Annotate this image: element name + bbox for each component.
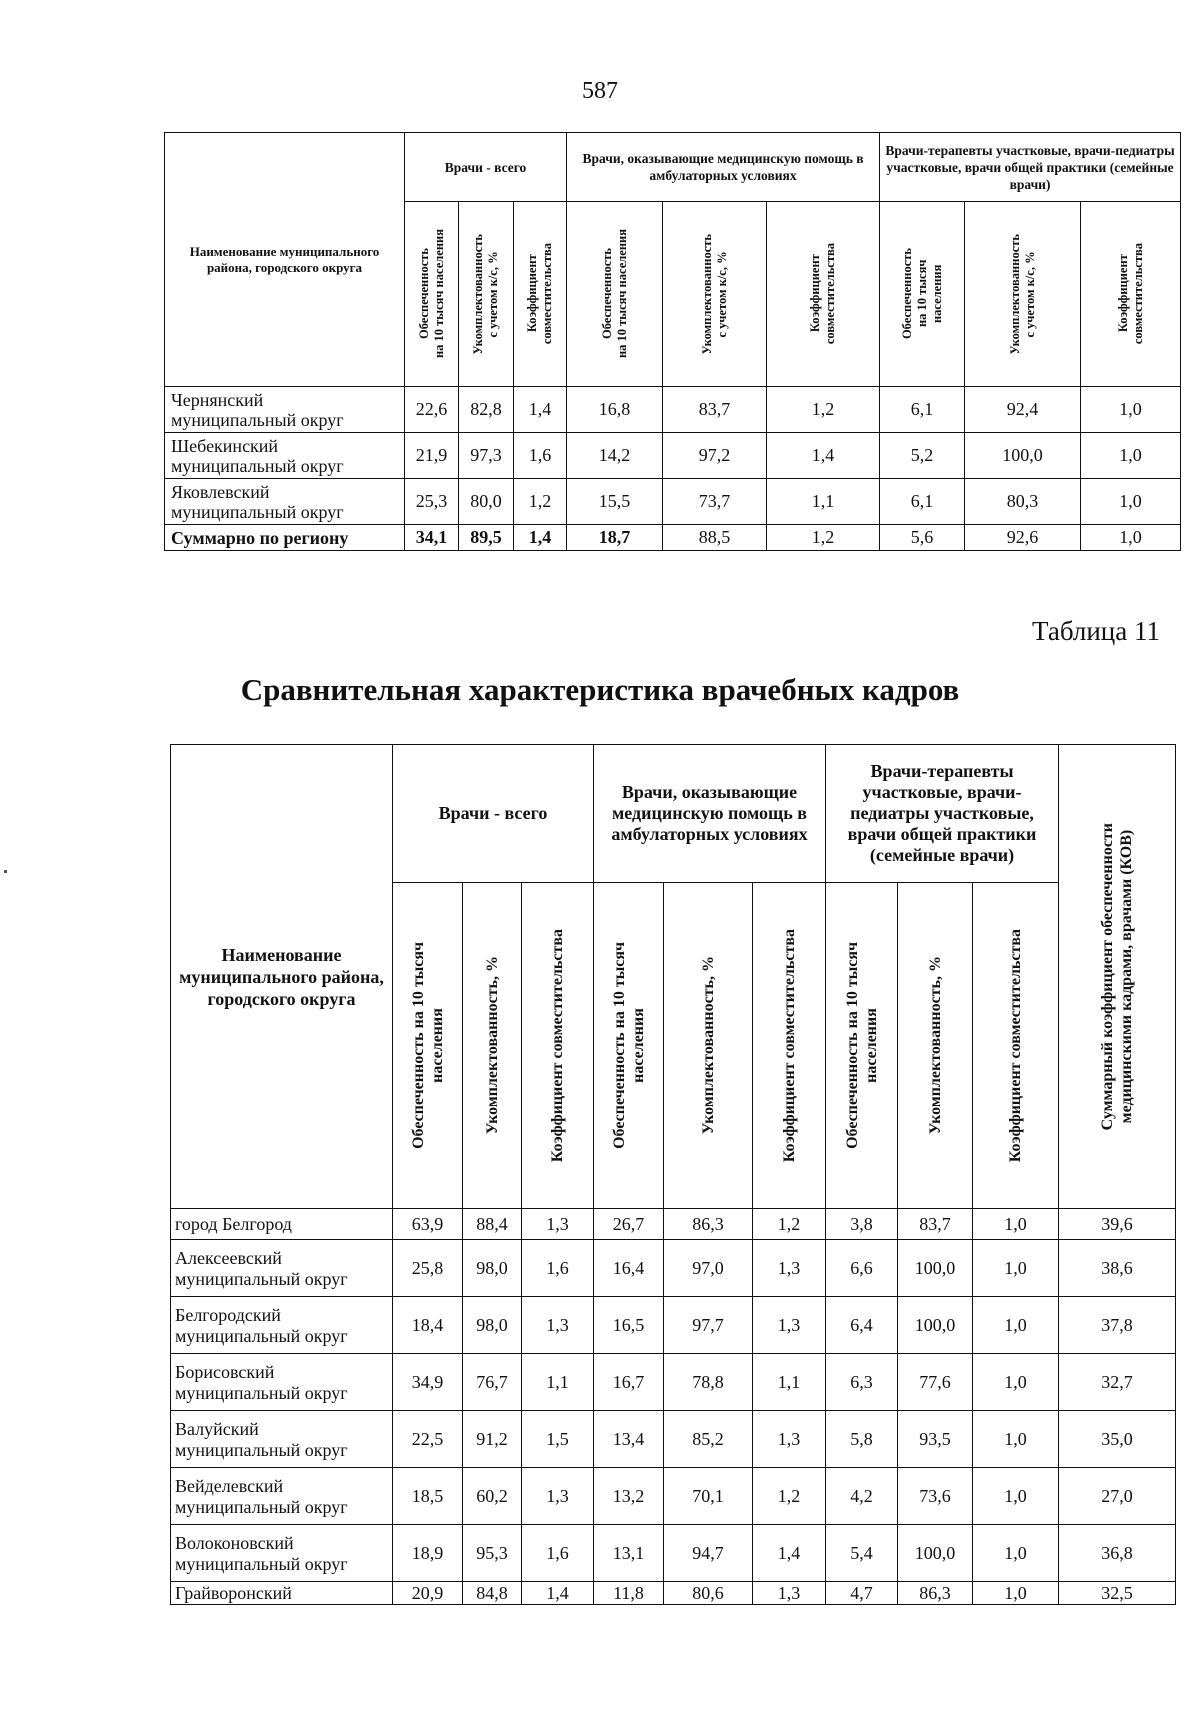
value-cell: 25,8 <box>393 1240 463 1297</box>
district-name-cell: Волоконовский муниципальный округ <box>171 1525 393 1582</box>
subheader-cell: Коэффициент совместительства <box>767 202 880 387</box>
value-cell: 1,4 <box>514 387 567 433</box>
value-cell: 39,6 <box>1059 1209 1176 1240</box>
table-label: Таблица 11 <box>1032 616 1160 646</box>
table-row <box>165 433 1181 479</box>
value-cell: 1,3 <box>753 1240 826 1297</box>
subheader-cell: Укомплектованность, % <box>898 883 973 1209</box>
value-cell: 26,7 <box>594 1209 664 1240</box>
value-cell: 63,9 <box>393 1209 463 1240</box>
value-cell: 1,4 <box>767 433 880 479</box>
group-header-district-therapists: Врачи-терапевты участковые, врачи-педиатры участковые, врачи общей практики (семейные врачи) <box>826 745 1059 883</box>
value-cell: 1,3 <box>522 1468 594 1525</box>
value-cell: 1,2 <box>753 1209 826 1240</box>
subheader-cell: Обеспеченность на 10 тысяч населения <box>567 202 663 387</box>
value-cell: 18,4 <box>393 1297 463 1354</box>
value-cell: 93,5 <box>898 1411 973 1468</box>
value-cell: 1,2 <box>514 479 567 525</box>
value-cell: 32,7 <box>1059 1354 1176 1411</box>
value-cell: 80,6 <box>664 1582 753 1605</box>
subheader-cell: Укомплектованность, % <box>463 883 522 1209</box>
value-cell: 16,8 <box>567 387 663 433</box>
value-cell: 16,4 <box>594 1240 664 1297</box>
table-row <box>171 1240 1176 1297</box>
value-cell: 14,2 <box>567 433 663 479</box>
subheader-cell: Коэффициент совместительства <box>753 883 826 1209</box>
value-cell: 5,2 <box>880 433 965 479</box>
value-cell: 1,0 <box>973 1468 1059 1525</box>
total-value-cell: 1,2 <box>767 525 880 551</box>
district-name-cell: Валуйский муниципальный округ <box>171 1411 393 1468</box>
value-cell: 82,8 <box>459 387 514 433</box>
value-cell: 86,3 <box>898 1582 973 1605</box>
value-cell: 6,6 <box>826 1240 898 1297</box>
table-row <box>171 1411 1176 1468</box>
value-cell: 91,2 <box>463 1411 522 1468</box>
subheader-cell: Коэффициент совместительства <box>522 883 594 1209</box>
value-cell: 1,0 <box>1081 433 1181 479</box>
district-name-cell: Грайворонский <box>171 1582 393 1605</box>
value-cell: 6,3 <box>826 1354 898 1411</box>
district-name-cell: Алексеевский муниципальный округ <box>171 1240 393 1297</box>
table-row <box>171 1525 1176 1582</box>
value-cell: 1,0 <box>973 1354 1059 1411</box>
district-name-cell: Вейделевский муниципальный округ <box>171 1468 393 1525</box>
district-name-cell: город Белгород <box>171 1209 393 1240</box>
group-header-all-doctors: Врачи - всего <box>393 745 594 883</box>
value-cell: 22,5 <box>393 1411 463 1468</box>
value-cell: 1,2 <box>753 1468 826 1525</box>
value-cell: 77,6 <box>898 1354 973 1411</box>
value-cell: 97,2 <box>663 433 767 479</box>
value-cell: 100,0 <box>965 433 1081 479</box>
district-name-cell: Шебекинский муниципальный округ <box>165 433 405 479</box>
total-label: Суммарно по региону <box>165 525 405 551</box>
value-cell: 18,5 <box>393 1468 463 1525</box>
total-value-cell: 88,5 <box>663 525 767 551</box>
value-cell: 1,6 <box>522 1525 594 1582</box>
value-cell: 1,4 <box>522 1582 594 1605</box>
total-value-cell: 92,6 <box>965 525 1081 551</box>
table-doctors-comparison <box>170 744 1176 1605</box>
value-cell: 100,0 <box>898 1240 973 1297</box>
table-row <box>171 1582 1176 1605</box>
value-cell: 22,6 <box>405 387 459 433</box>
district-name-cell: Борисовский муниципальный округ <box>171 1354 393 1411</box>
value-cell: 11,8 <box>594 1582 664 1605</box>
group-header-outpatient-doctors: Врачи, оказывающие медицинскую помощь в амбулаторных условиях <box>567 133 880 202</box>
value-cell: 98,0 <box>463 1240 522 1297</box>
value-cell: 86,3 <box>664 1209 753 1240</box>
subheader-cell: Обеспеченность на 10 тысяч населения <box>826 883 898 1209</box>
subheader-cell: Укомплектованность, % <box>664 883 753 1209</box>
value-cell: 97,3 <box>459 433 514 479</box>
value-cell: 25,3 <box>405 479 459 525</box>
value-cell: 1,3 <box>522 1297 594 1354</box>
district-name-cell: Чернянский муниципальный округ <box>165 387 405 433</box>
value-cell: 100,0 <box>898 1525 973 1582</box>
value-cell: 70,1 <box>664 1468 753 1525</box>
value-cell: 5,8 <box>826 1411 898 1468</box>
table-row <box>171 1468 1176 1525</box>
value-cell: 83,7 <box>663 387 767 433</box>
value-cell: 6,1 <box>880 387 965 433</box>
total-row <box>165 525 1181 551</box>
value-cell: 1,3 <box>753 1297 826 1354</box>
value-cell: 1,1 <box>753 1354 826 1411</box>
value-cell: 84,8 <box>463 1582 522 1605</box>
group-header-outpatient-doctors: Врачи, оказывающие медицинскую помощь в амбулаторных условиях <box>594 745 826 883</box>
value-cell: 1,3 <box>753 1582 826 1605</box>
value-cell: 73,7 <box>663 479 767 525</box>
table-doctors-continued <box>164 132 1181 551</box>
value-cell: 83,7 <box>898 1209 973 1240</box>
value-cell: 1,2 <box>767 387 880 433</box>
value-cell: 13,4 <box>594 1411 664 1468</box>
value-cell: 94,7 <box>664 1525 753 1582</box>
value-cell: 1,6 <box>522 1240 594 1297</box>
value-cell: 18,9 <box>393 1525 463 1582</box>
value-cell: 1,6 <box>514 433 567 479</box>
value-cell: 97,7 <box>664 1297 753 1354</box>
value-cell: 3,8 <box>826 1209 898 1240</box>
value-cell: 16,5 <box>594 1297 664 1354</box>
value-cell: 1,3 <box>753 1411 826 1468</box>
value-cell: 1,0 <box>973 1525 1059 1582</box>
value-cell: 36,8 <box>1059 1525 1176 1582</box>
value-cell: 20,9 <box>393 1582 463 1605</box>
subheader-cell: Коэффициент совместительства <box>973 883 1059 1209</box>
value-cell: 76,7 <box>463 1354 522 1411</box>
value-cell: 37,8 <box>1059 1297 1176 1354</box>
value-cell: 92,4 <box>965 387 1081 433</box>
value-cell: 15,5 <box>567 479 663 525</box>
value-cell: 38,6 <box>1059 1240 1176 1297</box>
value-cell: 1,0 <box>1081 387 1181 433</box>
subheader-cell: Обеспеченность на 10 тысяч населения <box>594 883 664 1209</box>
value-cell: 6,4 <box>826 1297 898 1354</box>
total-value-cell: 1,0 <box>1081 525 1181 551</box>
value-cell: 73,6 <box>898 1468 973 1525</box>
group-header-district-therapists: Врачи-терапевты участковые, врачи-педиатры участковые, врачи общей практики (семейные врачи) <box>880 133 1181 202</box>
value-cell: 13,2 <box>594 1468 664 1525</box>
value-cell: 27,0 <box>1059 1468 1176 1525</box>
value-cell: 1,1 <box>522 1354 594 1411</box>
total-value-cell: 89,5 <box>459 525 514 551</box>
column-header-district: Наименование муниципального района, городского округа <box>171 745 393 1209</box>
subheader-cell: Укомплектованность с учетом к/с, % <box>459 202 514 387</box>
value-cell: 1,0 <box>973 1209 1059 1240</box>
value-cell: 4,7 <box>826 1582 898 1605</box>
subheader-cell: Коэффициент совместительства <box>514 202 567 387</box>
table-row <box>171 1297 1176 1354</box>
value-cell: 5,4 <box>826 1525 898 1582</box>
value-cell: 6,1 <box>880 479 965 525</box>
subheader-cell: Укомплектованность с учетом к/с, % <box>965 202 1081 387</box>
value-cell: 98,0 <box>463 1297 522 1354</box>
district-name-cell: Яковлевский муниципальный округ <box>165 479 405 525</box>
value-cell: 80,3 <box>965 479 1081 525</box>
value-cell: 35,0 <box>1059 1411 1176 1468</box>
value-cell: 1,3 <box>522 1209 594 1240</box>
value-cell: 1,0 <box>973 1582 1059 1605</box>
value-cell: 1,4 <box>753 1525 826 1582</box>
subheader-cell: Обеспеченность на 10 тысяч населения <box>393 883 463 1209</box>
subheader-cell: Коэффициент совместительства <box>1081 202 1181 387</box>
group-header-all-doctors: Врачи - всего <box>405 133 567 202</box>
total-value-cell: 18,7 <box>567 525 663 551</box>
table-title: Сравнительная характеристика врачебных кадров <box>240 672 960 707</box>
value-cell: 88,4 <box>463 1209 522 1240</box>
column-header-kob: Суммарный коэффициент обеспеченности медицинскими кадрами, врачами (КОВ) <box>1059 745 1176 1209</box>
value-cell: 1,1 <box>767 479 880 525</box>
table-row <box>165 387 1181 433</box>
value-cell: 97,0 <box>664 1240 753 1297</box>
subheader-cell: Укомплектованность с учетом к/с, % <box>663 202 767 387</box>
value-cell: 100,0 <box>898 1297 973 1354</box>
value-cell: 4,2 <box>826 1468 898 1525</box>
value-cell: 85,2 <box>664 1411 753 1468</box>
district-name-cell: Белгородский муниципальный округ <box>171 1297 393 1354</box>
column-header-district: Наименование муниципального района, городского округа <box>165 133 405 387</box>
value-cell: 1,0 <box>973 1240 1059 1297</box>
value-cell: 1,5 <box>522 1411 594 1468</box>
value-cell: 78,8 <box>664 1354 753 1411</box>
value-cell: 13,1 <box>594 1525 664 1582</box>
value-cell: 95,3 <box>463 1525 522 1582</box>
value-cell: 1,0 <box>973 1411 1059 1468</box>
page-number: 587 <box>582 78 618 104</box>
value-cell: 21,9 <box>405 433 459 479</box>
scan-speck <box>4 870 7 873</box>
value-cell: 1,0 <box>1081 479 1181 525</box>
total-value-cell: 5,6 <box>880 525 965 551</box>
table-row <box>171 1354 1176 1411</box>
value-cell: 60,2 <box>463 1468 522 1525</box>
value-cell: 32,5 <box>1059 1582 1176 1605</box>
table-row <box>171 1209 1176 1240</box>
total-value-cell: 34,1 <box>405 525 459 551</box>
total-value-cell: 1,4 <box>514 525 567 551</box>
table-row <box>165 479 1181 525</box>
subheader-cell: Обеспеченность на 10 тысяч населения <box>880 202 965 387</box>
value-cell: 34,9 <box>393 1354 463 1411</box>
value-cell: 1,0 <box>973 1297 1059 1354</box>
value-cell: 80,0 <box>459 479 514 525</box>
subheader-cell: Обеспеченность на 10 тысяч населения <box>405 202 459 387</box>
value-cell: 16,7 <box>594 1354 664 1411</box>
